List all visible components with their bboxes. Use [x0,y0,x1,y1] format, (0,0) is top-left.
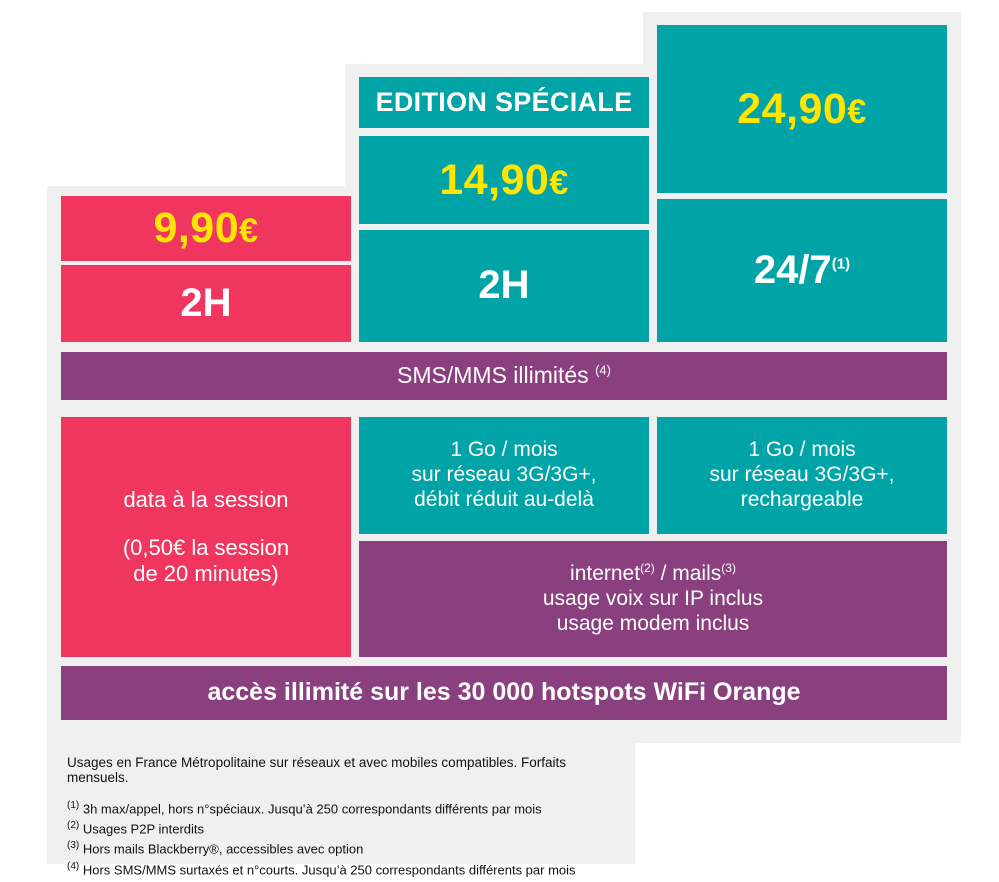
footnote-text-2: Usages P2P interdits [82,821,205,837]
footnote-item-2 [67,819,617,839]
internet-footnote-marker-3: (3) [721,561,736,576]
offer-2-voice: 2H [478,263,530,308]
offer-1-data-title: data à la session [123,487,289,513]
footnote-text-3: Hors mails Blackberry®, accessibles avec option [82,841,364,857]
internet-band-line-1: internet$^{(2)}$ / mails$^{(3)}$ [570,561,736,586]
offer-2-badge-cell [359,77,649,128]
offer-2-data-line-1: 1 Go / mois [450,438,558,462]
offer-2-data-line-2: sur réseau 3G/3G+, [411,463,597,487]
sms-band-text: SMS/MMS illimités $^{(4)}$ [397,362,611,389]
wifi-band-text: accès illimité sur les 30 000 hotspots WiFi Orange [207,678,801,707]
offer-3-voice-line: 24/7$^{(1)}$ [753,247,851,292]
footnote-item-1 [67,799,617,819]
sms-footnote-marker: (4) [595,362,611,378]
offer-2-price: 14,90€ [439,155,569,204]
footnote-text-4: Hors SMS/MMS surtaxés et n°courts. Jusqu’à 250 correspondants différents par mois [82,861,576,877]
offer-1-data-detail-line-1: (0,50€ la session [122,535,290,561]
offer-1-price-cell [61,196,351,261]
internet-footnote-marker-2: (2) [640,561,655,576]
offer-3-data-line-2: sur réseau 3G/3G+, [709,463,895,487]
internet-band [359,541,947,657]
offer-2-data-cell [359,417,649,534]
offer-3-voice-cell [657,199,947,342]
offer-1-price: 9,90€ [153,204,259,253]
offer-3-voice-footnote-marker: (1) [831,255,851,273]
offer-3-price: 24,90€ [737,84,867,133]
offer-2-data-line-3: débit réduit au-delà [414,487,594,511]
footnote-marker-2: (2) [67,820,80,832]
offer-3-data-line-3: rechargeable [740,487,864,511]
sms-band [61,352,947,400]
offer-1-voice: 2H [180,280,232,325]
offer-1-data-detail-line-2: de 20 minutes) [133,560,279,586]
footnotes-intro: Usages en France Métropolitaine sur réseaux et avec mobiles compatibles. Forfaits mensuels. [67,755,566,785]
offer-2-price-cell [359,136,649,224]
footnotes-panel [47,743,635,877]
offer-2-badge: EDITION SPÉCIALE [375,86,633,117]
offer-2-voice-cell [359,230,649,342]
offer-1-voice-cell [61,265,351,342]
wifi-band [61,666,947,720]
footnote-marker-3: (3) [67,840,80,852]
offer-3-data-cell [657,417,947,534]
internet-band-line-3: usage modem inclus [556,611,750,635]
footnote-marker-4: (4) [67,860,80,872]
offer-1-data-cell [61,417,351,657]
offer-3-data-line-1: 1 Go / mois [748,438,856,462]
offer-1-data-detail [123,535,289,587]
footnote-item-4 [67,860,617,880]
footnote-text-1: 3h max/appel, hors n°spéciaux. Jusqu’à 250 correspondants différents par mois [82,801,542,817]
offer-3-price-cell [657,25,947,193]
footnote-marker-1: (1) [67,800,80,811]
internet-band-line-2: usage voix sur IP inclus [542,587,764,611]
footnote-item-3 [67,839,617,859]
